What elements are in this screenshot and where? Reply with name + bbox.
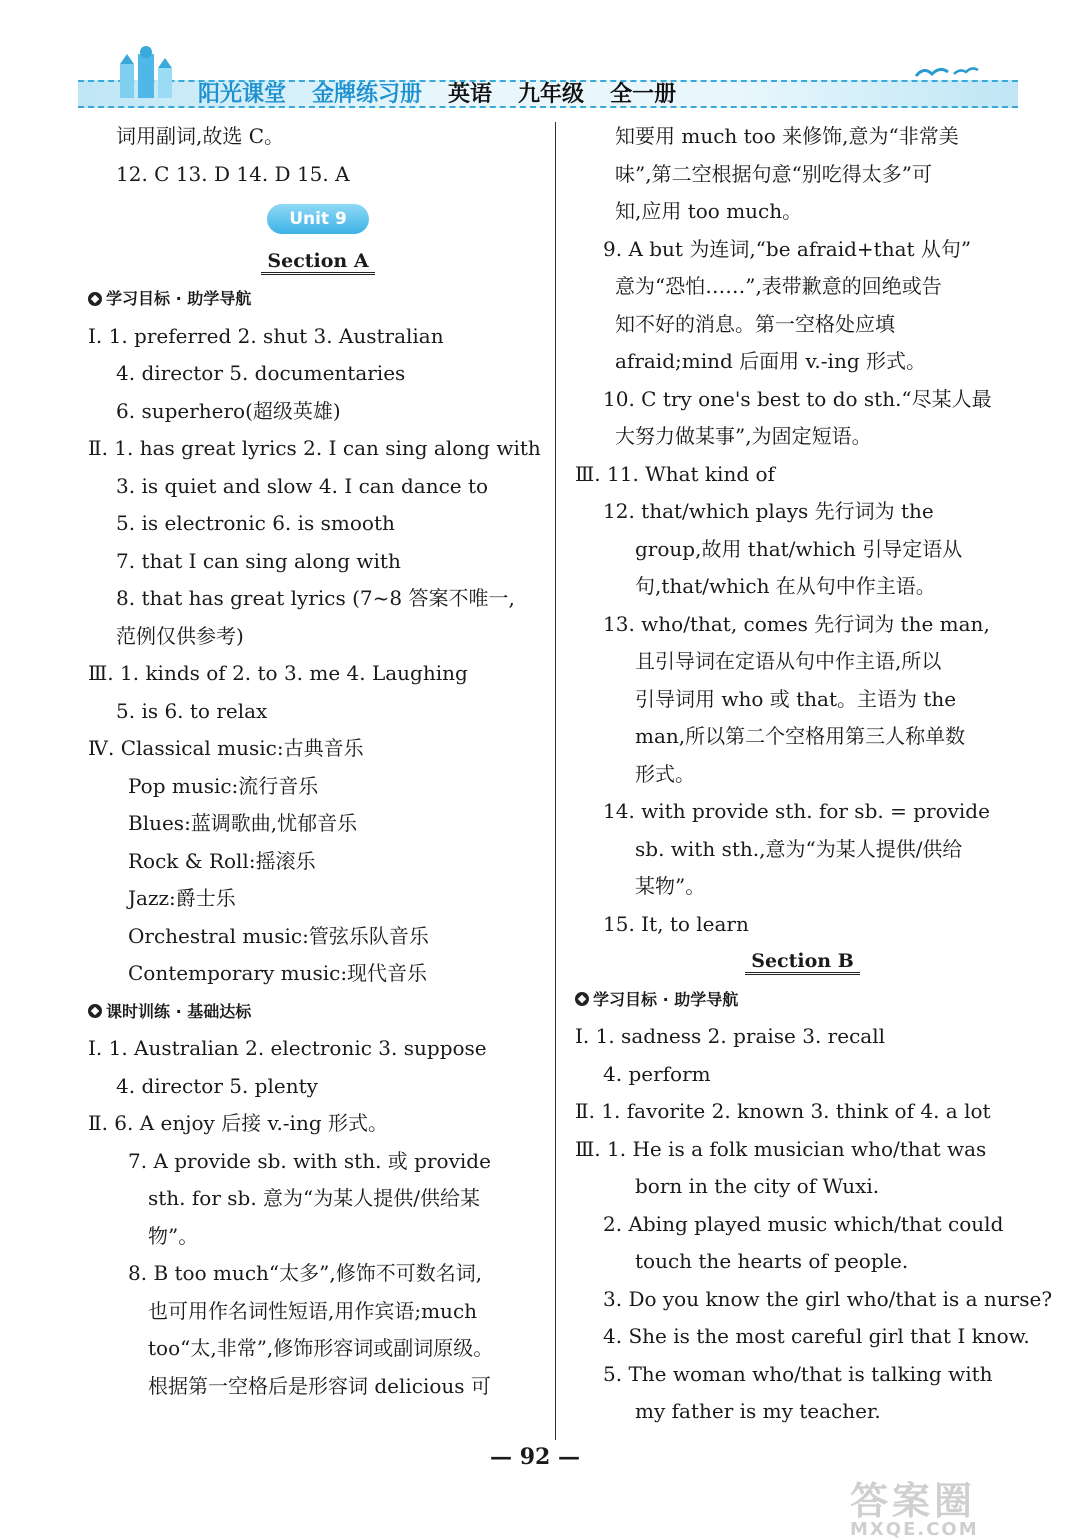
answer-line: Ⅰ. 1. sadness 2. praise 3. recall — [575, 1024, 885, 1048]
answer-line: Blues:蓝调歌曲,忧郁音乐 — [128, 811, 358, 835]
diamond-bullet-icon — [575, 992, 589, 1006]
answer-line: 4. director 5. documentaries — [116, 361, 406, 385]
answer-line: 15. It, to learn — [603, 911, 749, 936]
header-titles — [198, 72, 676, 112]
answer-line: too“太,非常”,修饰形容词或副词原级。 — [148, 1336, 494, 1360]
answer-line: 7. A provide sb. with sth. 或 provide — [128, 1148, 491, 1173]
answer-line: Ⅲ. 1. He is a folk musician who/that was — [575, 1136, 987, 1161]
answer-line: 词用副词,故选 C。 — [116, 124, 285, 148]
answer-line: 9. A but 为连词,“be afraid+that 从句” — [603, 236, 972, 261]
answer-line: 2. Abing played music which/that could — [603, 1211, 1004, 1236]
left-column — [88, 118, 548, 1405]
diamond-bullet-icon — [88, 292, 102, 306]
watermark-logo — [850, 1470, 1050, 1540]
column-divider — [555, 122, 556, 1440]
answer-line: 意为“恐怕……”,表带歉意的回绝或告 — [615, 274, 942, 298]
watermark-url: MXQE.COM — [850, 1519, 979, 1540]
page-number: — 92 — — [490, 1444, 580, 1470]
diamond-bullet-icon — [88, 1004, 102, 1018]
answer-line: Ⅲ. 11. What kind of — [575, 461, 775, 486]
section-heading-label: Section B — [745, 950, 860, 975]
answer-line: Ⅲ. 1. kinds of 2. to 3. me 4. Laughing — [88, 661, 468, 685]
answer-line: 8. that has great lyrics (7~8 答案不唯一, — [116, 586, 515, 610]
answer-line: Contemporary music:现代音乐 — [128, 961, 428, 985]
answer-line: 范例仅供参考) — [116, 623, 244, 648]
answer-line: 5. is 6. to relax — [116, 698, 268, 723]
answer-line: 也可用作名词性短语,用作宾语;much — [148, 1298, 478, 1323]
subject-label: 英语 — [448, 81, 493, 107]
answer-line: 4. perform — [603, 1061, 711, 1086]
answer-line: Ⅱ. 1. favorite 2. known 3. think of 4. a lot — [575, 1099, 991, 1123]
answer-line: 引导词用 who 或 that。主语为 the — [635, 686, 957, 711]
answer-line: 4. She is the most careful girl that I know. — [603, 1324, 1030, 1348]
answer-line: 句,that/which 在从句中作主语。 — [635, 574, 936, 598]
page-header — [78, 58, 1018, 110]
answer-line: 大努力做某事”,为固定短语。 — [615, 424, 872, 448]
answer-line: 14. with provide sth. for sb. = provide — [603, 799, 990, 823]
answer-line: 3. is quiet and slow 4. I can dance to — [116, 473, 489, 498]
volume-label: 全一册 — [610, 81, 677, 107]
section-heading — [88, 243, 548, 281]
series-title: 阳光课堂 — [198, 81, 287, 107]
answer-line: 12. that/which plays 先行词为 the — [603, 499, 934, 523]
subsection-heading — [88, 993, 548, 1031]
birds-icon — [912, 60, 982, 84]
answer-line: Jazz:爵士乐 — [128, 886, 236, 910]
answer-line: group,故用 that/which 引导定语从 — [635, 536, 963, 561]
answer-line: Pop music:流行音乐 — [128, 773, 319, 798]
answer-line: Rock & Roll:摇滚乐 — [128, 848, 316, 873]
answer-line: Ⅰ. 1. preferred 2. shut 3. Australian — [88, 323, 444, 348]
answer-line: sb. with sth.,意为“为某人提供/供给 — [635, 836, 963, 861]
answer-line: Ⅱ. 6. A enjoy 后接 v.-ing 形式。 — [88, 1111, 388, 1135]
answer-line: Ⅰ. 1. Australian 2. electronic 3. suppose — [88, 1036, 487, 1060]
answer-line: Ⅳ. Classical music:古典音乐 — [88, 736, 364, 760]
subsection-heading-label: 课时训练 · 基础达标 — [106, 1001, 252, 1021]
answer-line: 7. that I can sing along with — [116, 548, 401, 573]
answer-line: 4. director 5. plenty — [116, 1073, 318, 1098]
subsection-heading-label: 学习目标 · 助学导航 — [106, 289, 252, 308]
answer-line: Orchestral music:管弦乐队音乐 — [128, 923, 429, 948]
answer-line: 且引导词在定语从句中作主语,所以 — [635, 649, 942, 673]
answer-line: touch the hearts of people. — [635, 1249, 909, 1273]
book-title: 金牌练习册 — [312, 81, 423, 107]
answer-line: 知,应用 too much。 — [615, 199, 803, 223]
castle-logo-icon — [112, 44, 182, 102]
answer-line: 味”,第二空根据句意“别吃得太多”可 — [615, 161, 933, 186]
answer-line: my father is my teacher. — [635, 1399, 881, 1423]
answer-line: sth. for sb. 意为“为某人提供/供给某 — [148, 1186, 481, 1210]
unit-badge — [88, 199, 548, 237]
answer-line: 5. is electronic 6. is smooth — [116, 511, 395, 535]
answer-line: 物”。 — [148, 1223, 199, 1248]
answer-line: man,所以第二个空格用第三人称单数 — [635, 724, 966, 748]
answer-line: 5. The woman who/that is talking with — [603, 1361, 993, 1386]
answer-line: 知要用 much too 来修饰,意为“非常美 — [615, 124, 959, 148]
answer-line: 12. C 13. D 14. D 15. A — [116, 161, 350, 186]
section-heading-label: Section A — [261, 250, 374, 275]
answer-line: 13. who/that, comes 先行词为 the man, — [603, 611, 990, 636]
watermark-text: 答案圈 — [850, 1479, 977, 1523]
answer-line: 某物”。 — [635, 874, 706, 898]
subsection-heading — [575, 981, 1030, 1019]
answer-line: afraid;mind 后面用 v.-ing 形式。 — [615, 349, 926, 373]
answer-line: 3. Do you know the girl who/that is a nurse? — [603, 1286, 1053, 1311]
answer-line: 8. B too much“太多”,修饰不可数名词, — [128, 1261, 483, 1285]
answer-line: Ⅱ. 1. has great lyrics 2. I can sing along with — [88, 436, 541, 460]
unit-badge-label: Unit 9 — [267, 204, 369, 234]
subsection-heading — [88, 280, 548, 318]
subsection-heading-label: 学习目标 · 助学导航 — [593, 989, 739, 1009]
answer-line: 10. C try one's best to do sth.“尽某人最 — [603, 386, 992, 411]
answer-line: 形式。 — [635, 761, 695, 786]
answer-line: 知不好的消息。第一空格处应填 — [615, 311, 895, 336]
section-heading — [575, 943, 1030, 981]
answer-line: 根据第一空格后是形容词 delicious 可 — [148, 1373, 491, 1398]
answer-line: born in the city of Wuxi. — [635, 1174, 880, 1198]
grade-label: 九年级 — [518, 81, 585, 107]
right-column — [575, 118, 1053, 1431]
answer-line: 6. superhero(超级英雄) — [116, 398, 341, 423]
